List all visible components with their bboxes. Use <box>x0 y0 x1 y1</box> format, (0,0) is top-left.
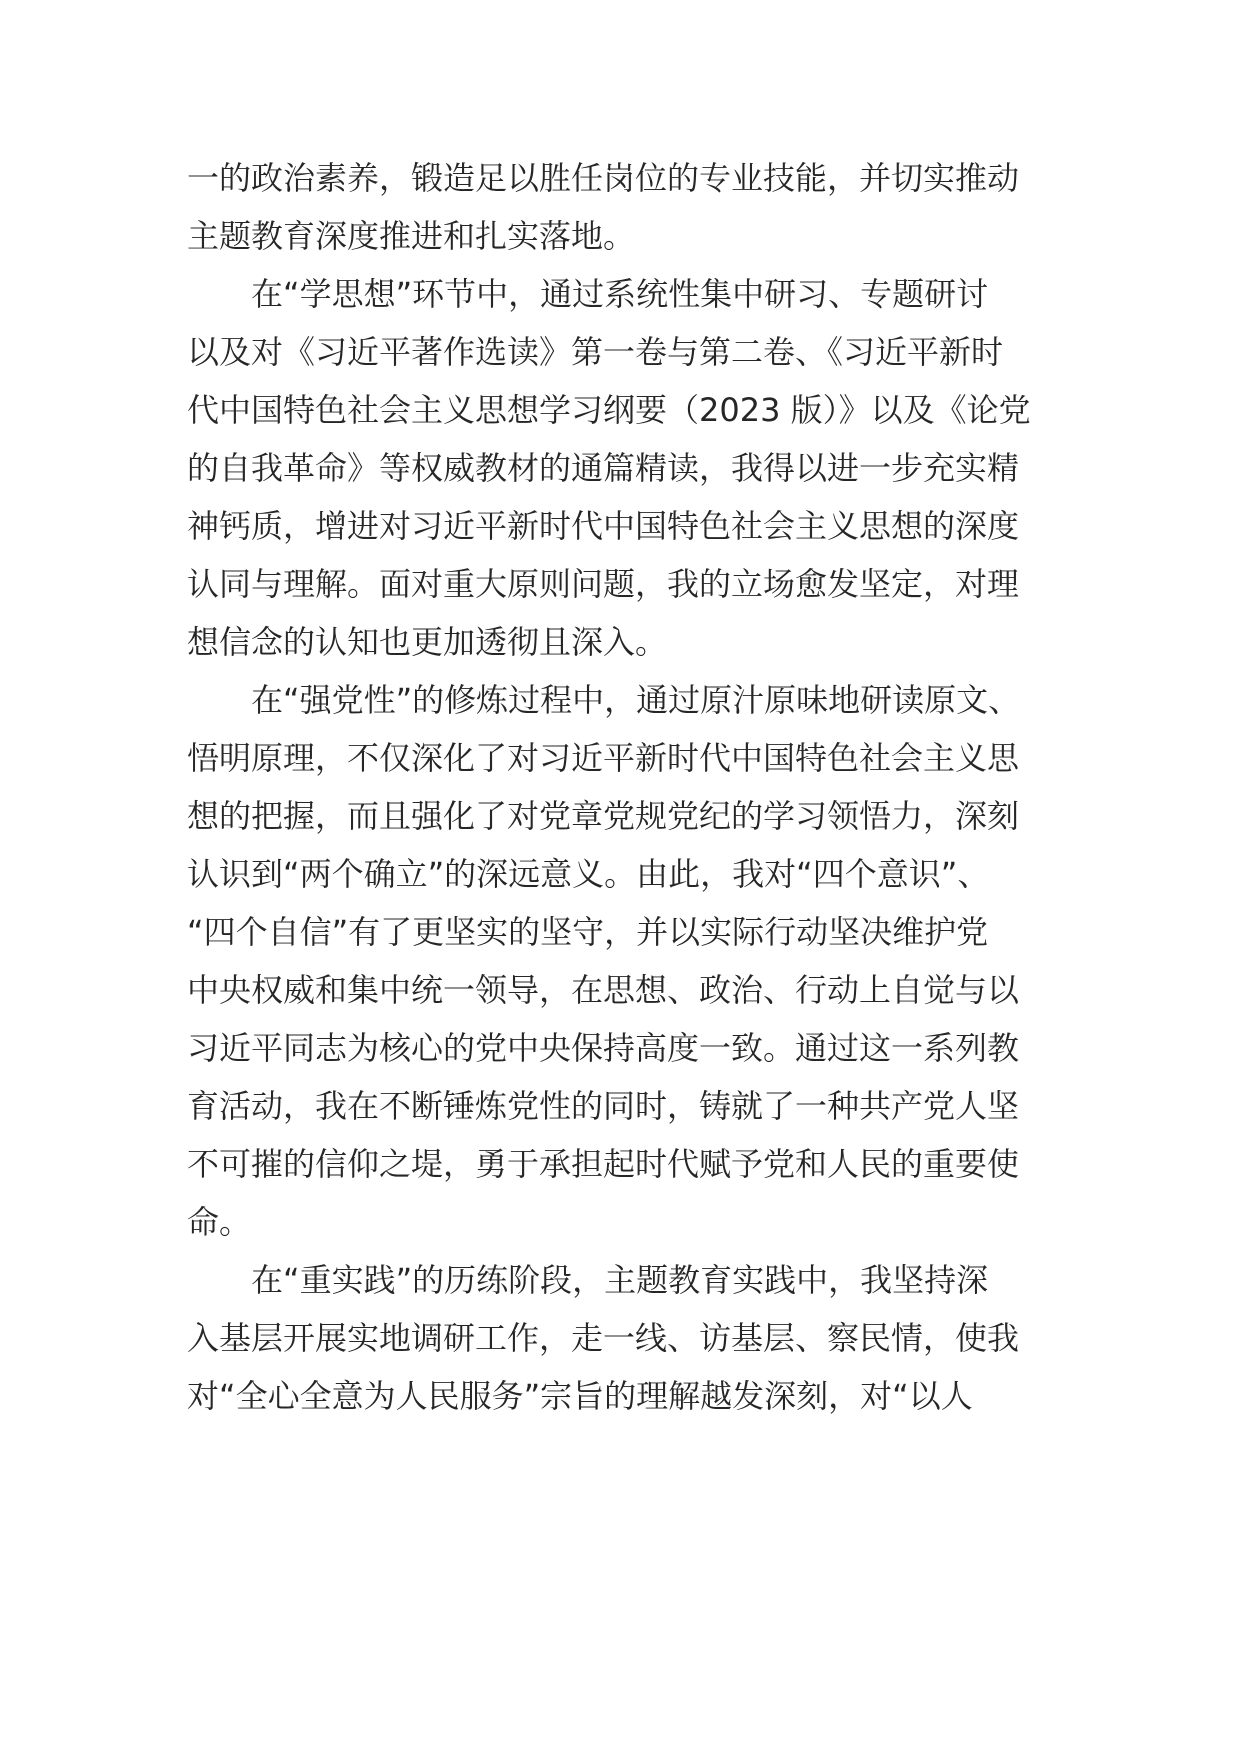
text-line: 不可摧的信仰之堤，勇于承担起时代赋予党和人民的重要使 <box>187 1145 1020 1183</box>
text-line: 悟明原理，不仅深化了对习近平新时代中国特色社会主义思 <box>187 739 1020 777</box>
text-line: 神钙质，增进对习近平新时代中国特色社会主义思想的深度 <box>187 507 1020 545</box>
text-line: 命。 <box>187 1203 252 1241</box>
text-line: 习近平同志为核心的党中央保持高度一致。通过这一系列教 <box>187 1029 1020 1067</box>
text-line: 以及对《习近平著作选读》第一卷与第二卷、《习近平新时 <box>187 333 1004 371</box>
text-line: 主题教育深度推进和扎实落地。 <box>187 217 636 255</box>
text-line: 代中国特色社会主义思想学习纲要（2023 版）》以及《论党 <box>187 391 1031 429</box>
text-line: 育活动，我在不断锤炼党性的同时，铸就了一种共产党人坚 <box>187 1087 1020 1125</box>
text-line: 认同与理解。面对重大原则问题，我的立场愈发坚定，对理 <box>187 565 1020 603</box>
paragraph-first-line: 在“强党性”的修炼过程中，通过原汁原味地研读原文、 <box>251 681 1021 719</box>
text-line: 中央权威和集中统一领导，在思想、政治、行动上自觉与以 <box>187 971 1020 1009</box>
text-line: 入基层开展实地调研工作，走一线、访基层、察民情，使我 <box>187 1319 1020 1357</box>
text-line: 想信念的认知也更加透彻且深入。 <box>187 623 668 661</box>
text-line: 一的政治素养，锻造足以胜任岗位的专业技能，并切实推动 <box>187 159 1020 197</box>
text-line: 认识到“两个确立”的深远意义。由此，我对“四个意识”、 <box>187 855 990 893</box>
text-line: 对“全心全意为人民服务”宗旨的理解越发深刻，对“以人 <box>187 1377 973 1415</box>
paragraph-first-line: 在“学思想”环节中，通过系统性集中研习、专题研讨 <box>251 275 989 313</box>
paragraph-first-line: 在“重实践”的历练阶段，主题教育实践中，我坚持深 <box>251 1261 989 1299</box>
text-line: 的自我革命》等权威教材的通篇精读，我得以进一步充实精 <box>187 449 1020 487</box>
text-line: “四个自信”有了更坚实的坚守，并以实际行动坚决维护党 <box>187 913 989 951</box>
text-line: 想的把握，而且强化了对党章党规党纪的学习领悟力，深刻 <box>187 797 1020 835</box>
